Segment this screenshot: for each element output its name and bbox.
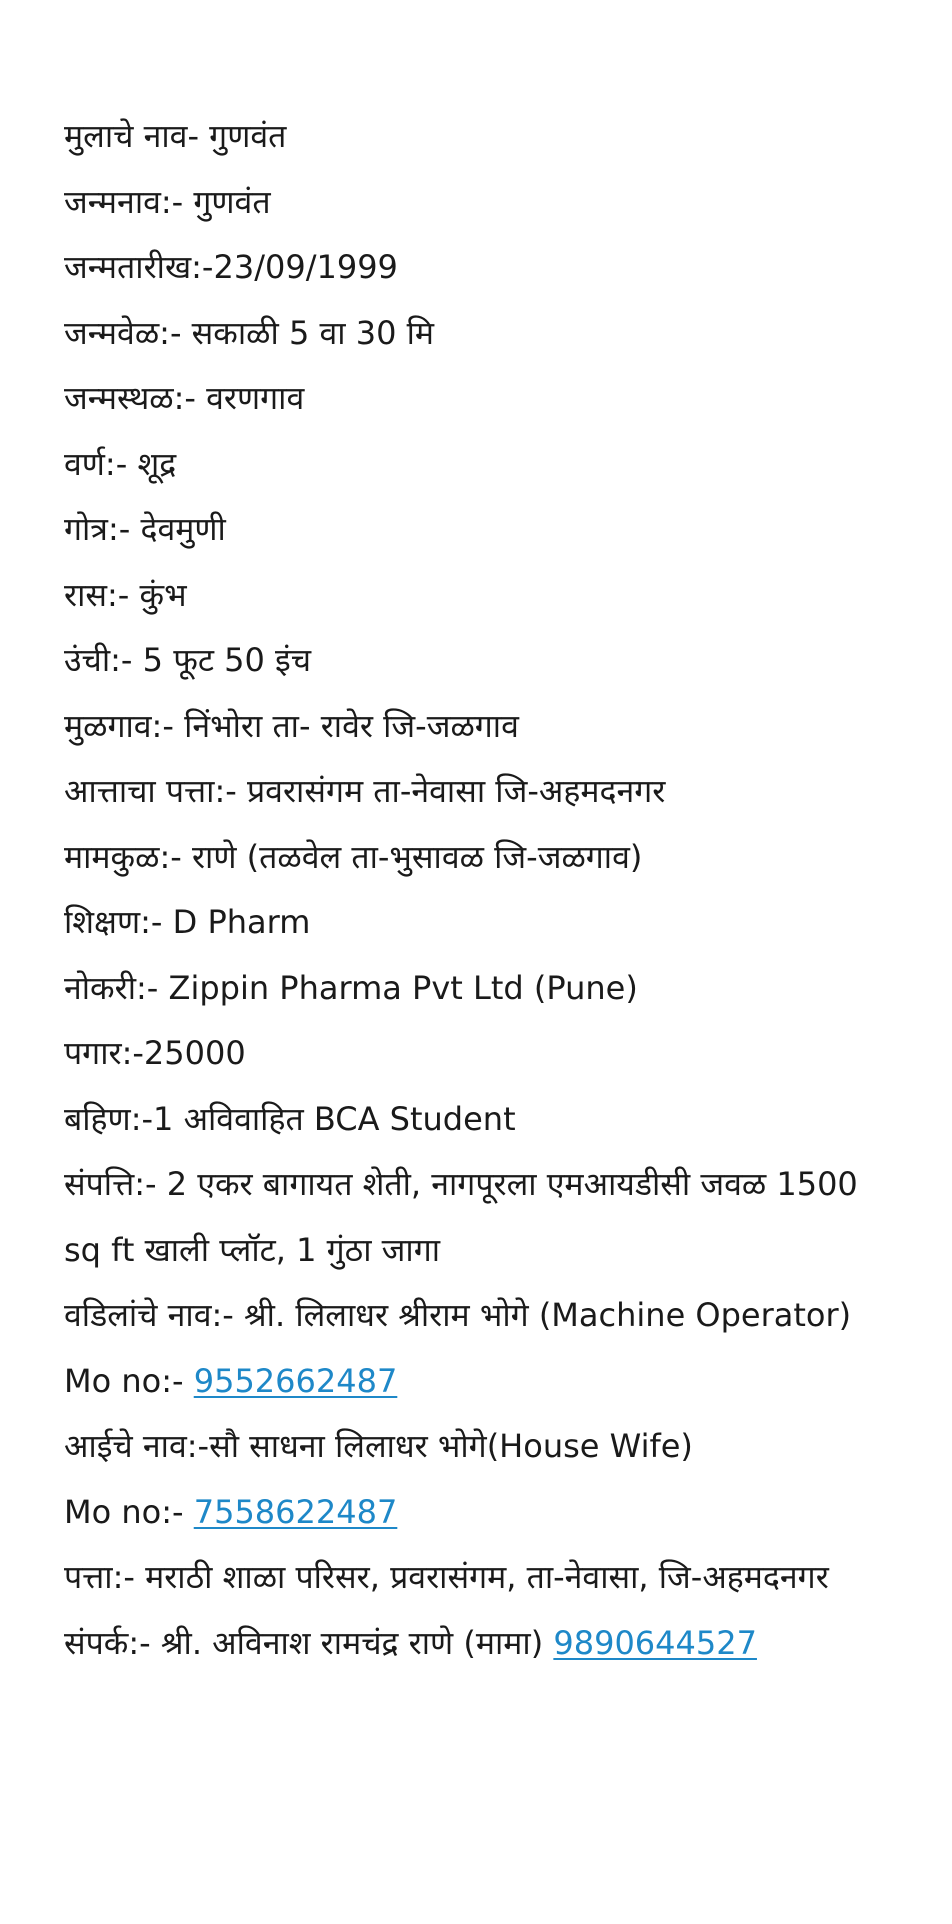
salary-label: पगार:- — [64, 1034, 144, 1072]
father-name-value: श्री. लिलाधर श्रीराम भोगे (Machine Operator) — [244, 1296, 852, 1334]
mother-name-label: आईचे नाव:- — [64, 1427, 210, 1465]
gotra-line — [64, 497, 896, 563]
father-phone-link[interactable]: 9552662487 — [193, 1361, 398, 1400]
salary-value: 25000 — [143, 1034, 246, 1072]
boy-name-line — [64, 104, 896, 170]
father-mobile-label: Mo no:- — [64, 1361, 194, 1400]
job-value: Zippin Pharma Pvt Ltd (Pune) — [168, 968, 638, 1007]
birth-place-label: जन्मस्थळ:- — [64, 379, 207, 417]
current-address-value: प्रवरासंगम ता-नेवासा जि-अहमदनगर — [246, 772, 666, 810]
address-value: मराठी शाळा परिसर, प्रवरासंगम, ता-नेवासा, जि-अहमदनगर — [145, 1558, 829, 1596]
mother-name-line — [64, 1414, 896, 1480]
native-place-value: निंभोरा ता- रावेर जि-जळगाव — [184, 706, 519, 745]
contact-value: श्री. अविनाश रामचंद्र राणे (मामा) — [160, 1623, 554, 1662]
sister-label: बहिण:- — [64, 1099, 154, 1138]
biodata-document — [64, 104, 896, 1676]
mamkul-value: राणे (तळवेल ता-भुसावळ जि-जळगाव) — [191, 837, 643, 876]
mamkul-label: मामकुळ:- — [64, 837, 192, 876]
gotra-label: गोत्र:- — [64, 510, 141, 548]
education-line — [64, 890, 896, 956]
mother-name-value: सौ साधना लिलाधर भोगे(House Wife) — [209, 1427, 693, 1465]
job-label: नोकरी:- — [64, 968, 169, 1007]
birth-time-value: सकाळी 5 वा 30 मि — [191, 313, 435, 352]
mother-phone-link[interactable]: 7558622487 — [193, 1492, 398, 1531]
birth-name-label: जन्मनाव:- — [64, 182, 194, 221]
birth-time-label: जन्मवेळ:- — [64, 313, 192, 352]
varna-value: शूद्र — [137, 444, 177, 483]
father-name-label: वडिलांचे नाव:- — [64, 1296, 245, 1334]
contact-line — [64, 1611, 896, 1677]
native-place-line — [64, 694, 896, 760]
varna-label: वर्ण:- — [64, 444, 138, 483]
varna-line — [64, 432, 896, 498]
father-name-line — [64, 1283, 896, 1349]
gotra-value: देवमुणी — [140, 510, 226, 548]
current-address-label: आत्ताचा पत्ता:- — [64, 772, 247, 810]
property-line — [64, 1152, 896, 1283]
rashi-value: कुंभ — [139, 575, 187, 614]
contact-phone-link[interactable]: 9890644527 — [553, 1623, 757, 1662]
rashi-line — [64, 563, 896, 629]
sister-line — [64, 1087, 896, 1153]
height-line — [64, 628, 896, 694]
address-line — [64, 1545, 896, 1611]
birth-name-line — [64, 170, 896, 236]
mother-mobile-line — [64, 1480, 896, 1546]
job-line — [64, 956, 896, 1022]
contact-label: संपर्क:- — [64, 1623, 161, 1662]
mother-mobile-label: Mo no:- — [64, 1492, 194, 1531]
birth-date-value: 23/09/1999 — [213, 248, 398, 286]
address-label: पत्ता:- — [64, 1558, 146, 1596]
education-label: शिक्षण:- — [64, 903, 173, 941]
education-value: D Pharm — [172, 903, 311, 941]
birth-date-label: जन्मतारीख:- — [64, 248, 214, 286]
mamkul-line — [64, 825, 896, 891]
birth-date-line — [64, 235, 896, 301]
height-label: उंची:- — [64, 641, 143, 679]
salary-line — [64, 1021, 896, 1087]
native-place-label: मुळगाव:- — [64, 706, 185, 745]
boy-name-label: मुलाचे नाव- — [64, 117, 210, 155]
current-address-line — [64, 759, 896, 825]
sister-value: 1 अविवाहित BCA Student — [153, 1099, 516, 1138]
property-label: संपत्ति:- — [64, 1165, 167, 1203]
birth-place-value: वरणगाव — [206, 379, 305, 417]
birth-name-value: गुणवंत — [193, 182, 271, 221]
birth-time-line — [64, 301, 896, 367]
boy-name-value: गुणवंत — [209, 117, 287, 155]
height-value: 5 फूट 50 इंच — [142, 641, 312, 679]
property-value: 2 एकर बागायत शेती, नागपूरला एमआयडीसी जवळ 1500 sq ft खाली प्लॉट, 1 गुंठा जागा — [64, 1165, 858, 1269]
birth-place-line — [64, 366, 896, 432]
rashi-label: रास:- — [64, 575, 140, 614]
father-mobile-line — [64, 1349, 896, 1415]
